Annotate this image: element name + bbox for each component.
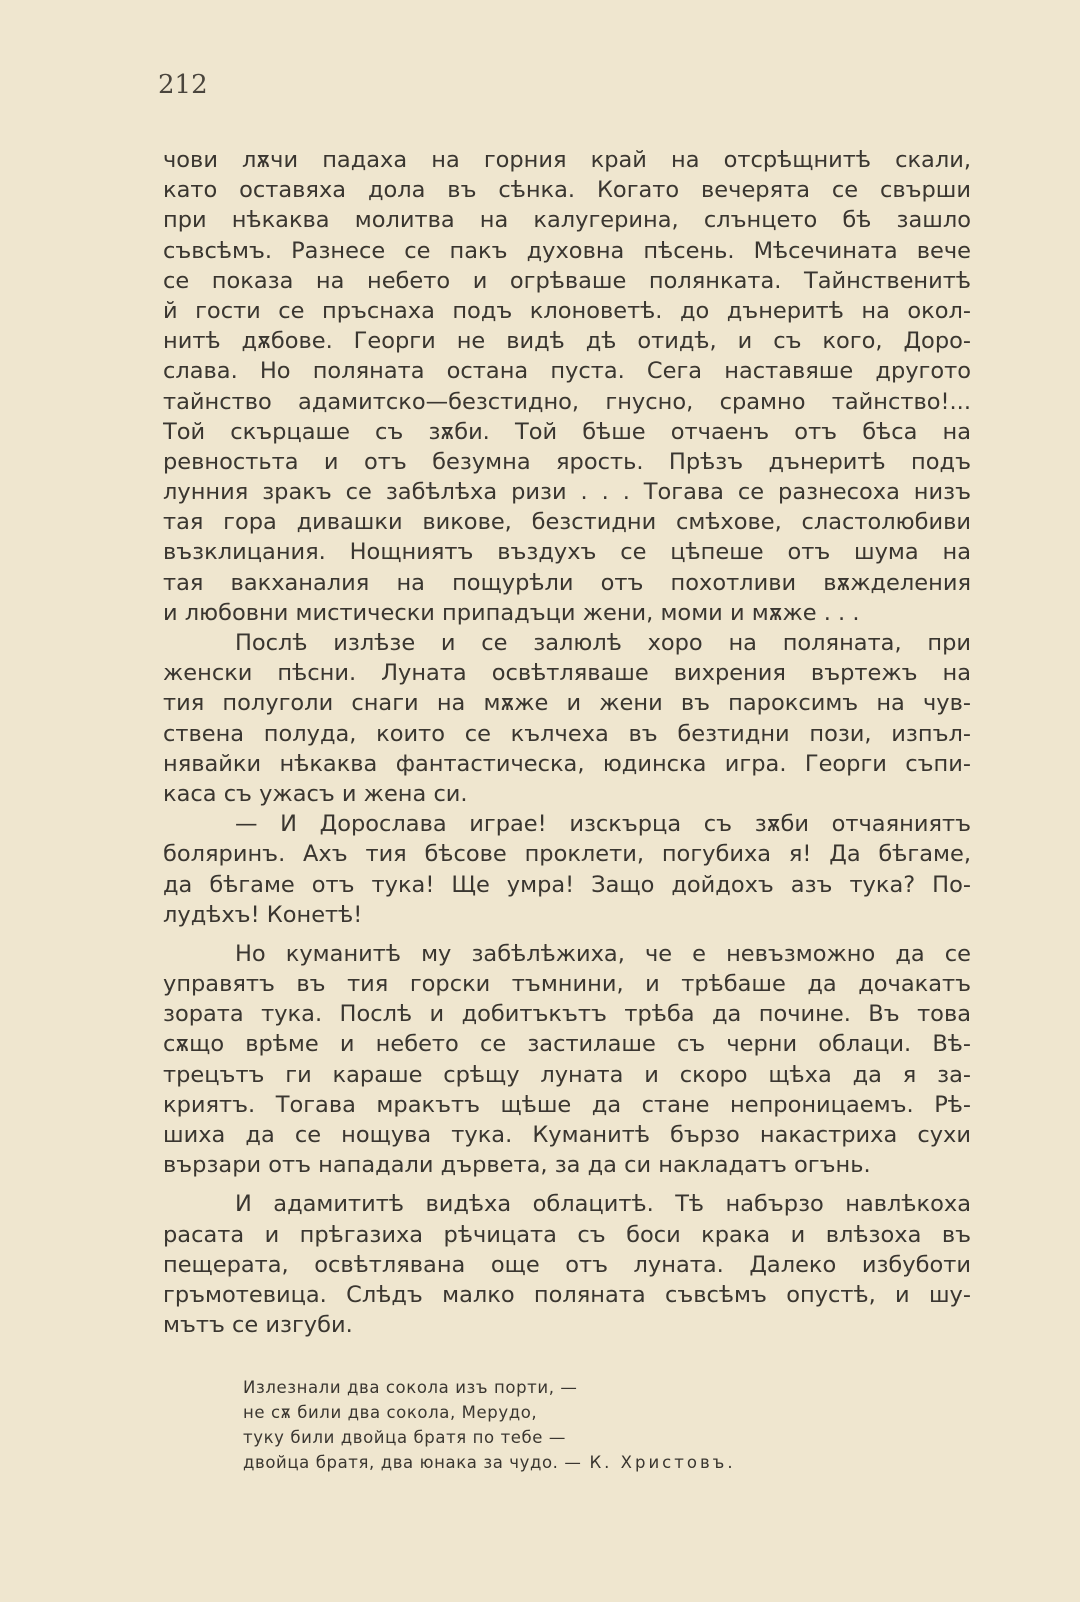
text-line: сѫщо врѣме и небето се застилаше съ черни облаци. Вѣ- <box>163 1031 971 1058</box>
body-text <box>163 145 971 1340</box>
text-line: съвсѣмъ. Разнесе се пакъ духовна пѣсень. Мѣсечината вече <box>163 237 971 264</box>
text-line: трецътъ ги караше срѣщу луната и скоро щѣха да я за- <box>163 1061 971 1088</box>
text-line: и любовни мистически припадъци жени, моми и мѫже . . . <box>163 599 860 626</box>
paragraph <box>163 809 971 930</box>
paragraph-gap <box>163 1180 971 1189</box>
verse-line: двойца братя, два юнака за чудо. — К. Христовъ. <box>243 1453 736 1472</box>
text-line: пещерата, освѣтлявана още отъ луната. Далеко избуботи <box>163 1251 971 1278</box>
text-line: — И Дорослава играе! изскърца съ зѫби отчаяниятъ <box>235 811 971 838</box>
text-line: като оставяха дола въ сѣнка. Когато вечерята се свърши <box>163 177 971 204</box>
text-line: тайнство адамитско—безстидно, гнусно, срамно тайнство!... <box>163 388 971 415</box>
text-line: тая вакханалия на пощурѣли отъ похотливи вѫжделения <box>163 569 971 596</box>
text-line: гръмотевица. Слѣдъ малко поляната съвсѣмъ опустѣ, и шу- <box>163 1281 971 1308</box>
text-line: се показа на небето и огрѣваше полянката. Тайнственитѣ <box>163 267 971 294</box>
paragraph <box>163 145 971 628</box>
text-line: криятъ. Тогава мракътъ щѣше да стане непроницаемъ. Рѣ- <box>163 1091 971 1118</box>
paragraph <box>163 939 971 1181</box>
text-line: лудѣхъ! Конетѣ! <box>163 901 363 928</box>
text-line: И адамититѣ видѣха облацитѣ. Тѣ набързо навлѣкоха <box>235 1191 971 1218</box>
text-line: зората тука. Послѣ и добитъкътъ трѣба да почине. Въ това <box>163 1001 971 1028</box>
text-line: боляринъ. Ахъ тия бѣсове проклети, погубиха я! Да бѣгаме, <box>163 841 971 868</box>
text-line: възклицания. Нощниятъ въздухъ се цѣпеше отъ шума на <box>163 539 971 566</box>
paragraph <box>163 1189 971 1340</box>
verse-author: К. Христовъ. <box>589 1453 736 1472</box>
text-line: нявайки нѣкаква фантастическа, юдинска игра. Георги съпи- <box>163 750 971 777</box>
verse-line: Излезнали два сокола изъ порти, — <box>243 1378 578 1397</box>
text-line: женски пѣсни. Луната освѣтляваше вихрения въртежъ на <box>163 660 971 687</box>
text-line: расата и прѣгазиха рѣчицата съ боси крака и влѣзоха въ <box>163 1221 971 1248</box>
text-line: тая гора дивашки викове, безстидни смѣхове, сластолюбиви <box>163 509 971 536</box>
text-line: мътъ се изгуби. <box>163 1312 353 1339</box>
text-line: нитѣ дѫбове. Георги не видѣ дѣ отидѣ, и съ кого, Доро- <box>163 328 971 355</box>
text-line: ствена полуда, които се кълчеха въ безтидни пози, изпъл- <box>163 720 971 747</box>
text-line: управятъ въ тия горски тъмнини, и трѣбаше да дочакатъ <box>163 971 971 998</box>
text-line: ревностьта и отъ безумна ярость. Прѣзъ дънеритѣ подъ <box>163 448 971 475</box>
text-line: Той скърцаше съ зѫби. Той бѣше отчаенъ отъ бѣса на <box>163 418 971 445</box>
verse-epigraph <box>243 1375 863 1475</box>
verse-line: туку били двойца братя по тебе — <box>243 1428 567 1447</box>
paragraph <box>163 628 971 809</box>
text-line: й гости се пръснаха подъ клоноветѣ. до дънеритѣ на окол- <box>163 297 971 324</box>
page-number: 212 <box>158 70 208 100</box>
text-line: тия полуголи снаги на мѫже и жени въ пароксимъ на чув- <box>163 690 971 717</box>
text-line: каса съ ужасъ и жена си. <box>163 780 468 807</box>
text-line: Но куманитѣ му забѣлѣжиха, че е невъзможно да се <box>235 940 971 967</box>
text-line: вързари отъ нападали дървета, за да си накладатъ огънь. <box>163 1152 871 1179</box>
text-line: шиха да се нощува тука. Куманитѣ бързо накастриха сухи <box>163 1122 971 1148</box>
paragraph-gap <box>163 930 971 939</box>
text-line: чови лѫчи падаха на горния край на отсрѣщнитѣ скали, <box>163 147 971 173</box>
text-line: да бѣгаме отъ тука! Ще умра! Защо дойдохъ азъ тука? По- <box>163 871 971 898</box>
text-line: Послѣ излѣзе и се залюлѣ хоро на поляната, при <box>235 630 971 656</box>
text-line: при нѣкаква молитва на калугерина, слънцето бѣ зашло <box>163 207 971 234</box>
text-line: слава. Но поляната остана пуста. Сега наставяше другото <box>163 358 971 385</box>
verse-line: не сѫ били два сокола, Мерудо, <box>243 1403 538 1422</box>
text-line: лунния зракъ се забѣлѣха ризи . . . Тогава се разнесоха низъ <box>163 479 971 506</box>
